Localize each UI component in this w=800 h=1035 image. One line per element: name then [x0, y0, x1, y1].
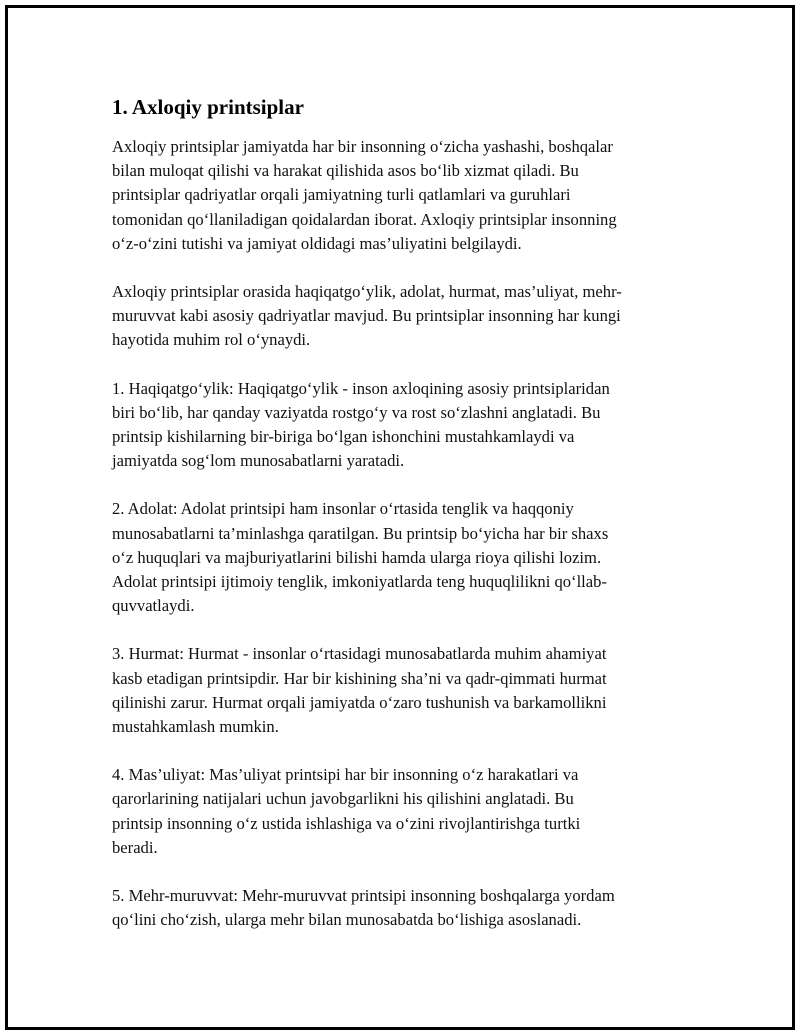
- paragraph-line: 5. Mehr-muruvvat: Mehr-muruvvat printsipi insonning boshqalarga yordam: [112, 886, 615, 906]
- paragraph-intro: [112, 135, 692, 256]
- paragraph-line: 3. Hurmat: Hurmat - insonlar oʻrtasidagi munosabatlarda muhim ahamiyat: [112, 644, 607, 664]
- paragraph-line: biri boʻlib, har qanday vaziyatda rostgoʻy va rost soʻzlashni anglatadi. Bu: [112, 402, 601, 422]
- paragraph-line: munosabatlarni ta’minlashga qaratilgan. Bu printsip boʻyicha har bir shaxs: [112, 523, 609, 543]
- paragraph-line: kasb etadigan printsipdir. Har bir kishining sha’ni va qadr-qimmati hurmat: [112, 668, 607, 688]
- paragraph-line: printsiplar qadriyatlar orqali jamiyatning turli qatlamlari va guruhlari: [112, 185, 571, 205]
- paragraph-line: oʻz-oʻzini tutishi va jamiyat oldidagi mas’uliyatini belgilaydi.: [112, 233, 522, 253]
- paragraph-line: muruvvat kabi asosiy qadriyatlar mavjud. Bu printsiplar insonning har kungi: [112, 306, 621, 326]
- paragraph-line: qoʻlini choʻzish, ularga mehr bilan munosabatda boʻlishiga asoslanadi.: [112, 910, 582, 930]
- paragraph-line: Axloqiy printsiplar orasida haqiqatgoʻylik, adolat, hurmat, mas’uliyat, mehr-: [112, 282, 622, 302]
- paragraph-line: Adolat printsipi ijtimoiy tenglik, imkoniyatlarda teng huquqlilikni qoʻllab-: [112, 572, 607, 592]
- paragraph-line: beradi.: [112, 837, 158, 857]
- section-heading: 1. Axloqiy printsiplar: [112, 95, 304, 119]
- paragraph-line: mustahkamlash mumkin.: [112, 717, 279, 737]
- paragraph-line: printsip kishilarning bir-biriga boʻlgan ishonchini mustahkamlaydi va: [112, 427, 575, 447]
- paragraph-honesty: [112, 377, 692, 474]
- paragraph-line: jamiyatda sogʻlom munosabatlarni yaratadi.: [112, 451, 405, 471]
- paragraph-respect: [112, 642, 692, 739]
- paragraph-line: 4. Mas’uliyat: Mas’uliyat printsipi har bir insonning oʻz harakatlari va: [112, 765, 579, 785]
- paragraph-line: qarorlarining natijalari uchun javobgarlikni his qilishini anglatadi. Bu: [112, 789, 574, 809]
- paragraph-justice: [112, 497, 692, 618]
- paragraph-line: Axloqiy printsiplar jamiyatda har bir insonning oʻzicha yashashi, boshqalar: [112, 137, 613, 156]
- paragraph-responsibility: [112, 763, 692, 860]
- paragraph-line: oʻz huquqlari va majburiyatlarini bilishi hamda ularga rioya qilishi lozim.: [112, 547, 602, 567]
- paragraph-line: tomonidan qoʻllaniladigan qoidalardan iborat. Axloqiy printsiplar insonning: [112, 209, 617, 229]
- paragraph-values: [112, 280, 692, 353]
- paragraph-line: bilan muloqat qilishi va harakat qilishida asos boʻlib xizmat qiladi. Bu: [112, 161, 579, 181]
- paragraph-line: 1. Haqiqatgoʻylik: Haqiqatgoʻylik - inson axloqining asosiy printsiplaridan: [112, 378, 610, 398]
- document-body: [112, 92, 692, 956]
- paragraph-compassion: [112, 884, 692, 932]
- paragraph-line: hayotida muhim rol oʻynaydi.: [112, 330, 311, 350]
- paragraph-line: quvvatlaydi.: [112, 596, 195, 616]
- paragraph-line: qilinishi zarur. Hurmat orqali jamiyatda oʻzaro tushunish va barkamollikni: [112, 692, 607, 712]
- paragraph-line: 2. Adolat: Adolat printsipi ham insonlar oʻrtasida tenglik va haqqoniy: [112, 499, 574, 519]
- paragraph-line: printsip insonning oʻz ustida ishlashiga va oʻzini rivojlantirishga turtki: [112, 813, 581, 833]
